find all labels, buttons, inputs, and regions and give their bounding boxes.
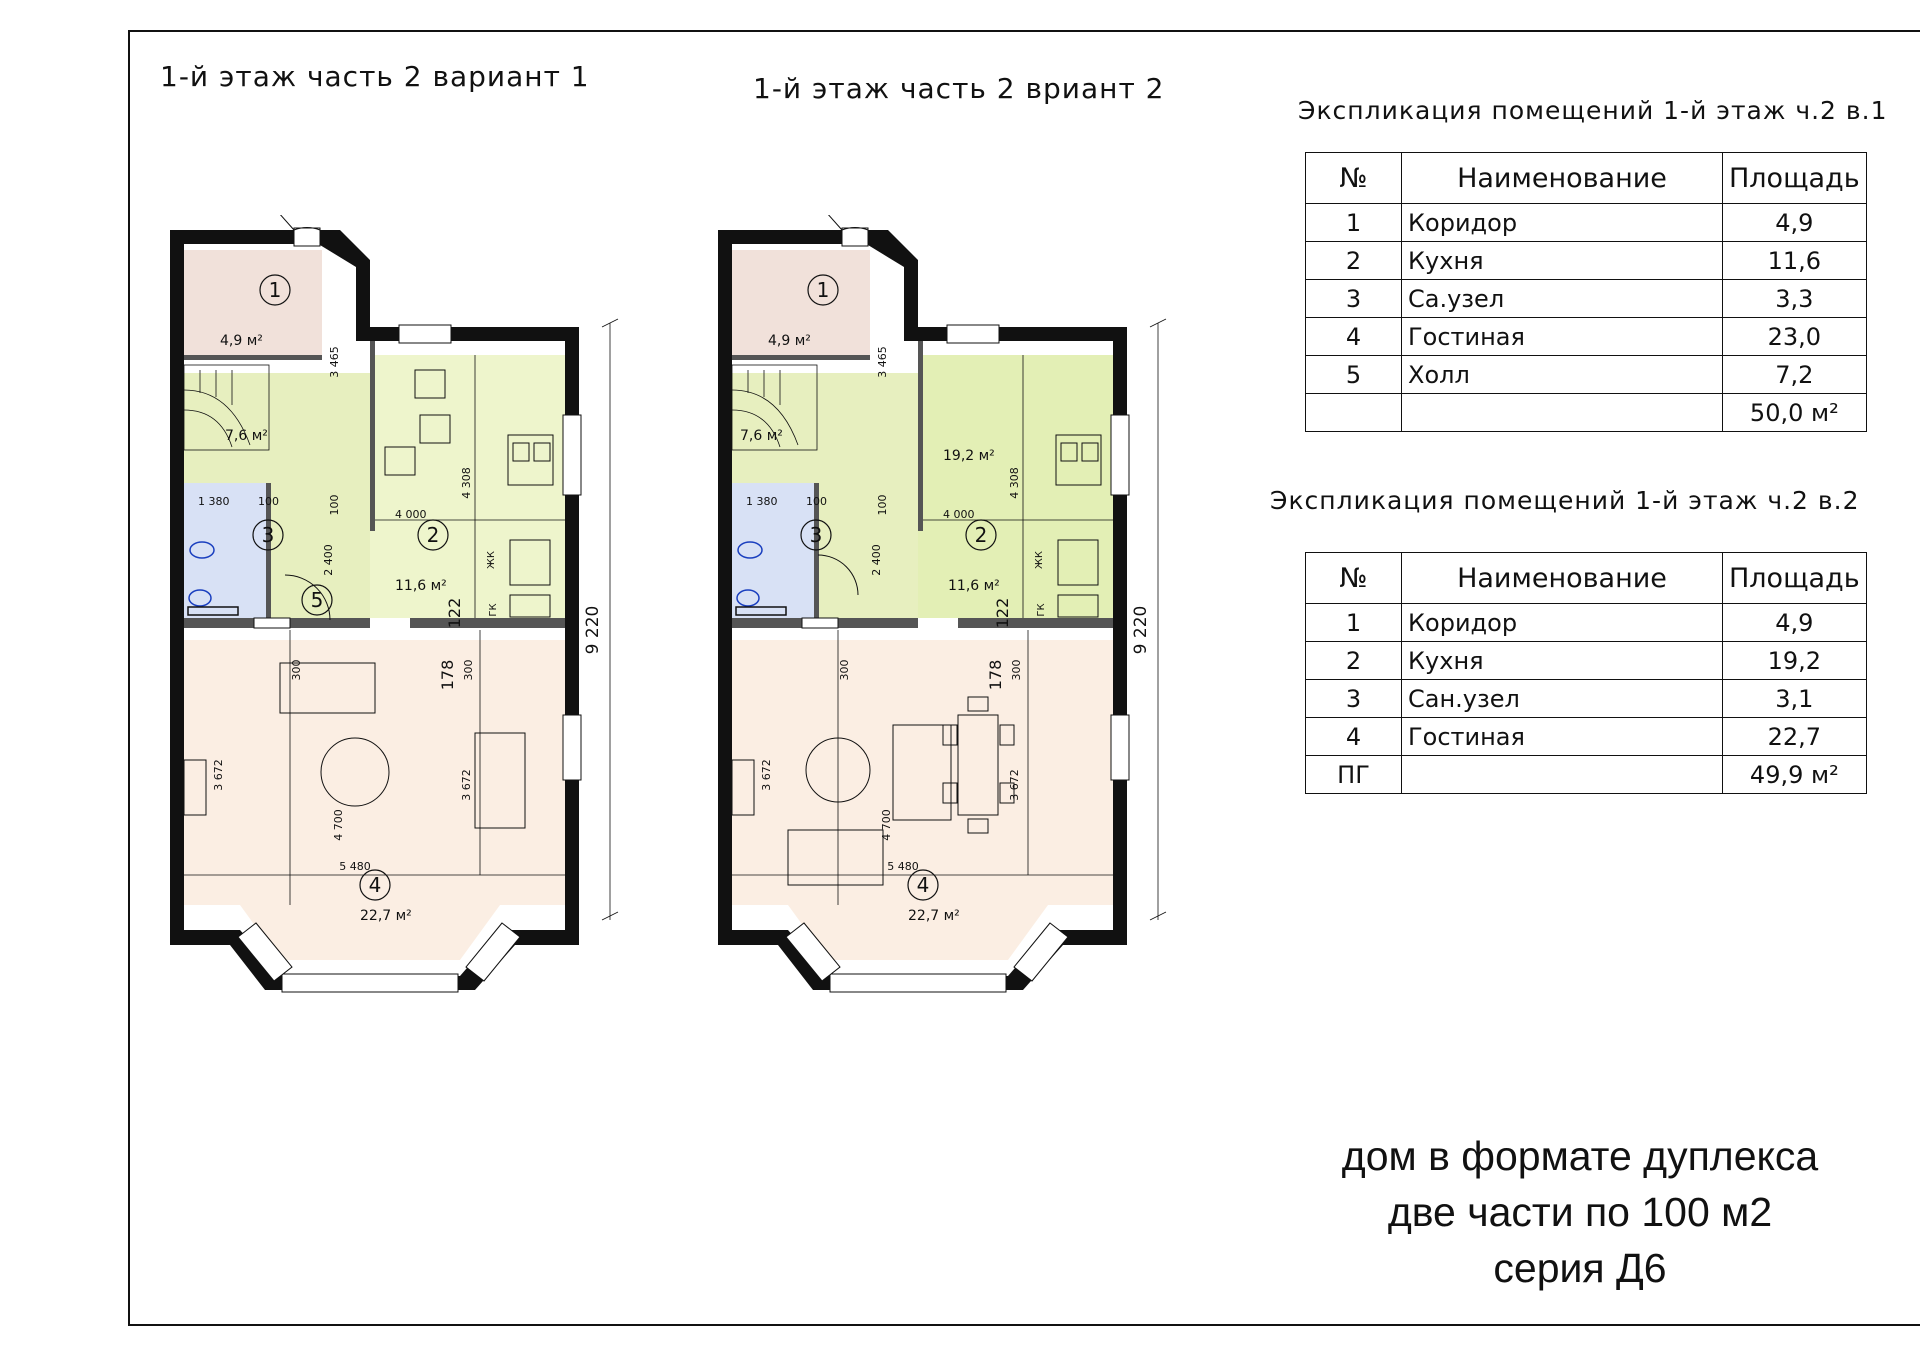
dim-total-height: 9 220 (1131, 605, 1151, 655)
dim-300-a: 300 (290, 659, 303, 681)
header-area: Площадь (1723, 553, 1867, 604)
cell-num: 3 (1306, 280, 1402, 318)
cell-name: Кухня (1402, 642, 1723, 680)
dim-300-b: 300 (1010, 659, 1023, 681)
cell-area: 7,2 (1723, 356, 1867, 394)
entry-door-gap (294, 228, 320, 246)
cell-num: 1 (1306, 604, 1402, 642)
room-5-number: 4 (368, 873, 382, 897)
room-0-number: 1 (816, 278, 830, 302)
dim-178: 178 (438, 659, 457, 691)
table-row (1306, 318, 1867, 356)
dim-100-a: 100 (258, 495, 279, 508)
header-name: Наименование (1402, 153, 1723, 204)
room-2-number: 2 (426, 523, 440, 547)
cell-name: Са.узел (1402, 280, 1723, 318)
dim-5480: 5 480 (887, 860, 919, 873)
explication-title-v2: Экспликация помещений 1-й этаж ч.2 в.2 (1270, 486, 1860, 515)
table-row (1306, 718, 1867, 756)
cell-area: 11,6 (1723, 242, 1867, 280)
dim-2400: 2 400 (870, 544, 883, 576)
header-num: № (1306, 153, 1402, 204)
cell-num: 3 (1306, 680, 1402, 718)
cell-area: 22,7 (1723, 718, 1867, 756)
room-1-area: 7,6 м² (225, 428, 268, 444)
dim-1380: 1 380 (746, 495, 778, 508)
cell-area: 4,9 (1723, 604, 1867, 642)
explication-title-v1: Экспликация помещений 1-й этаж ч.2 в.1 (1298, 96, 1888, 125)
dim-300-b: 300 (462, 659, 475, 681)
room-5-number: 4 (916, 873, 930, 897)
dim-178: 178 (986, 659, 1005, 691)
room-4-number: 3 (809, 523, 823, 547)
caption-line-2: две части по 100 м2 (1387, 1189, 1773, 1235)
dim-4000: 4 000 (943, 508, 975, 521)
label-zh: ЖК (1034, 551, 1045, 569)
cell-num: 1 (1306, 204, 1402, 242)
table-row (1306, 642, 1867, 680)
room-3-number: 2 (974, 523, 988, 547)
table-row (1306, 204, 1867, 242)
table-row (1306, 604, 1867, 642)
dim-3672-a: 3 672 (760, 759, 773, 791)
hatched-wall (802, 618, 838, 628)
dim-3672-b: 3 672 (460, 769, 473, 801)
dim-total-height: 9 220 (583, 605, 603, 655)
dim-3465: 3 465 (876, 346, 889, 378)
plan-title-v2: 1-й этаж часть 2 вриант 2 (753, 72, 1165, 105)
cell-name: Гостиная (1402, 718, 1723, 756)
label-gk: ГК (488, 603, 499, 617)
cell-area: 19,2 (1723, 642, 1867, 680)
cell-num: 4 (1306, 718, 1402, 756)
caption (1290, 1128, 1870, 1296)
cell-name: Гостиная (1402, 318, 1723, 356)
table-row (1306, 280, 1867, 318)
cell-num (1306, 394, 1402, 432)
dim-100-b: 100 (328, 494, 341, 516)
cell-name: Коридор (1402, 604, 1723, 642)
cell-area: 3,1 (1723, 680, 1867, 718)
room-2-area: 19,2 м² (943, 448, 995, 464)
caption-line-1: дом в формате дуплекса (1341, 1133, 1819, 1179)
cell-area: 3,3 (1723, 280, 1867, 318)
dim-4700: 4 700 (332, 809, 345, 841)
header-num: № (1306, 553, 1402, 604)
cell-num: 5 (1306, 356, 1402, 394)
cell-area: 23,0 (1723, 318, 1867, 356)
dim-100-a: 100 (806, 495, 827, 508)
floor-plan-variant-1 (170, 215, 640, 1005)
explication-table-v1 (1305, 152, 1867, 432)
dim-5480: 5 480 (339, 860, 371, 873)
dim-4308: 4 308 (1008, 467, 1021, 499)
dim-100-b: 100 (876, 494, 889, 516)
cell-name (1402, 756, 1723, 794)
dim-1380: 1 380 (198, 495, 230, 508)
table-row (1306, 680, 1867, 718)
dim-300-a: 300 (838, 659, 851, 681)
table-row (1306, 242, 1867, 280)
dim-122: 122 (993, 597, 1012, 629)
label-zh: ЖК (486, 551, 497, 569)
dim-4700: 4 700 (880, 809, 893, 841)
table-header-row (1306, 153, 1867, 204)
cell-name: Холл (1402, 356, 1723, 394)
caption-line-3: серия Д6 (1493, 1245, 1667, 1291)
explication-table-v2 (1305, 552, 1867, 794)
hatched-wall (254, 618, 290, 628)
cell-total: 50,0 м² (1723, 394, 1867, 432)
room-0-number: 1 (268, 278, 282, 302)
dim-3672-a: 3 672 (212, 759, 225, 791)
cell-num: 2 (1306, 642, 1402, 680)
cell-total: 49,9 м² (1723, 756, 1867, 794)
cell-name (1402, 394, 1723, 432)
dim-4308: 4 308 (460, 467, 473, 499)
cell-total-label: ПГ (1306, 756, 1402, 794)
table-row (1306, 356, 1867, 394)
floor-plan-variant-2 (718, 215, 1188, 1005)
cell-name: Кухня (1402, 242, 1723, 280)
table-total-row (1306, 756, 1867, 794)
dim-3672-b: 3 672 (1008, 769, 1021, 801)
header-area: Площадь (1723, 153, 1867, 204)
entry-door-gap (842, 228, 868, 246)
dim-2400: 2 400 (322, 544, 335, 576)
room-3-area: 11,6 м² (948, 578, 1000, 594)
cell-name: Сан.узел (1402, 680, 1723, 718)
dim-122: 122 (445, 597, 464, 629)
table-header-row (1306, 553, 1867, 604)
cell-num: 4 (1306, 318, 1402, 356)
label-gk: ГК (1036, 603, 1047, 617)
table-total-row (1306, 394, 1867, 432)
header-name: Наименование (1402, 553, 1723, 604)
room-4-number: 5 (310, 588, 324, 612)
dim-4000: 4 000 (395, 508, 427, 521)
room-0-area: 4,9 м² (768, 333, 811, 349)
cell-area: 4,9 (1723, 204, 1867, 242)
room-3-number: 3 (261, 523, 275, 547)
plan-drawing (170, 215, 640, 1005)
plan-title-v1: 1-й этаж часть 2 вариант 1 (160, 60, 590, 93)
room-1-area: 7,6 м² (740, 428, 783, 444)
room-2-area: 11,6 м² (395, 578, 447, 594)
room-0-area: 4,9 м² (220, 333, 263, 349)
plan-drawing (718, 215, 1188, 1005)
cell-name: Коридор (1402, 204, 1723, 242)
cell-num: 2 (1306, 242, 1402, 280)
dim-3465: 3 465 (328, 346, 341, 378)
room-5-area: 22,7 м² (360, 908, 412, 924)
room-5-area: 22,7 м² (908, 908, 960, 924)
